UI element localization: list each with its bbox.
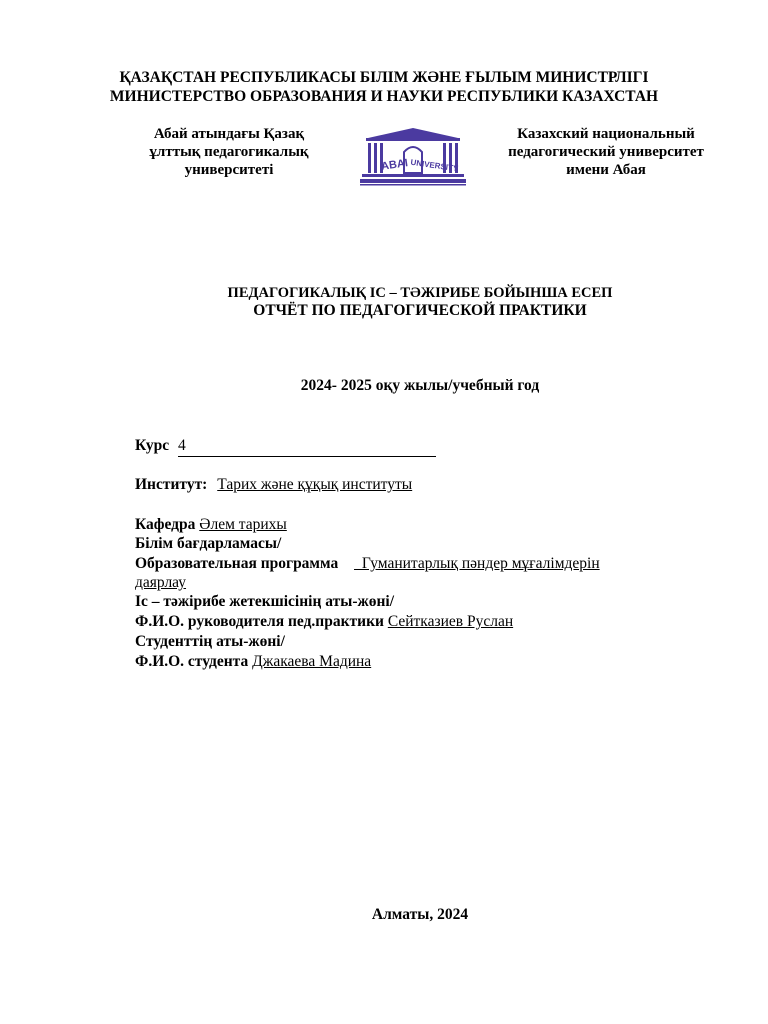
abai-university-logo (354, 124, 472, 188)
university-kz-line: Абай атындағы Қазақ (153, 126, 305, 142)
university-ru-line: педагогический университет (508, 144, 704, 160)
course-label: Курс (135, 437, 170, 454)
report-title-ru: ОТЧЁТ ПО ПЕДАГОГИЧЕСКОЙ ПРАКТИКИ (253, 302, 587, 319)
institute-label: Институт: (135, 476, 208, 493)
university-ru-line: имени Абая (566, 162, 646, 178)
program-label-ru: Образовательная программа (135, 555, 339, 572)
department-value: Әлем тарихы (199, 516, 287, 533)
university-ru-line: Казахский национальный (517, 126, 695, 142)
university-kz-line: университеті (184, 162, 274, 178)
ministry-ru: МИНИСТЕРСТВО ОБРАЗОВАНИЯ И НАУКИ РЕСПУБЛИКИ КАЗАХСТАН (109, 88, 659, 105)
course-value-line (178, 436, 436, 457)
course-value: 4 (177, 437, 186, 454)
city-year: Алматы, 2024 (371, 906, 469, 923)
university-kz-line: ұлттық педагогикалық (149, 144, 309, 160)
program-value-line1: _Гуманитарлық пәндер мұғалімдерін (354, 555, 600, 572)
program-label-kz: Білім бағдарламасы/ (135, 535, 282, 552)
supervisor-label-ru: Ф.И.О. руководителя пед.практики (135, 613, 384, 630)
svg-text:UNIVERSITY: UNIVERSITY (409, 157, 459, 174)
student-value: Джакаева Мадина (252, 653, 372, 670)
report-title-kz: ПЕДАГОГИКАЛЫҚ ІС – ТӘЖІРИБЕ БОЙЫНША ЕСЕП (227, 285, 613, 301)
course-row (135, 436, 436, 457)
institute-row (135, 475, 412, 495)
svg-text:ABAI: ABAI (380, 157, 409, 173)
program-value-line2: даярлау (135, 574, 187, 591)
academic-year: 2024- 2025 оқу жылы/учебный год (300, 377, 540, 394)
supervisor-value: Сейтказиев Руслан (387, 613, 514, 630)
student-label-ru: Ф.И.О. студента (135, 653, 249, 670)
university-name-kz (118, 125, 340, 179)
department-label: Кафедра (135, 516, 196, 533)
student-label-kz: Студенттің аты-жөні/ (135, 633, 285, 650)
university-name-ru (488, 125, 724, 179)
department-row (135, 515, 287, 535)
student-row (135, 652, 371, 672)
institute-value: Тарих және құқық институты (217, 476, 413, 493)
ministry-kz: ҚАЗАҚСТАН РЕСПУБЛИКАСЫ БІЛІМ ЖӘНЕ ҒЫЛЫМ МИНИСТРЛІГІ (119, 69, 649, 86)
supervisor-label-kz: Іс – тәжірибе жетекшісінің аты-жөні/ (135, 593, 395, 610)
program-row (135, 554, 600, 574)
ministry-header (0, 68, 768, 106)
supervisor-row (135, 612, 513, 632)
